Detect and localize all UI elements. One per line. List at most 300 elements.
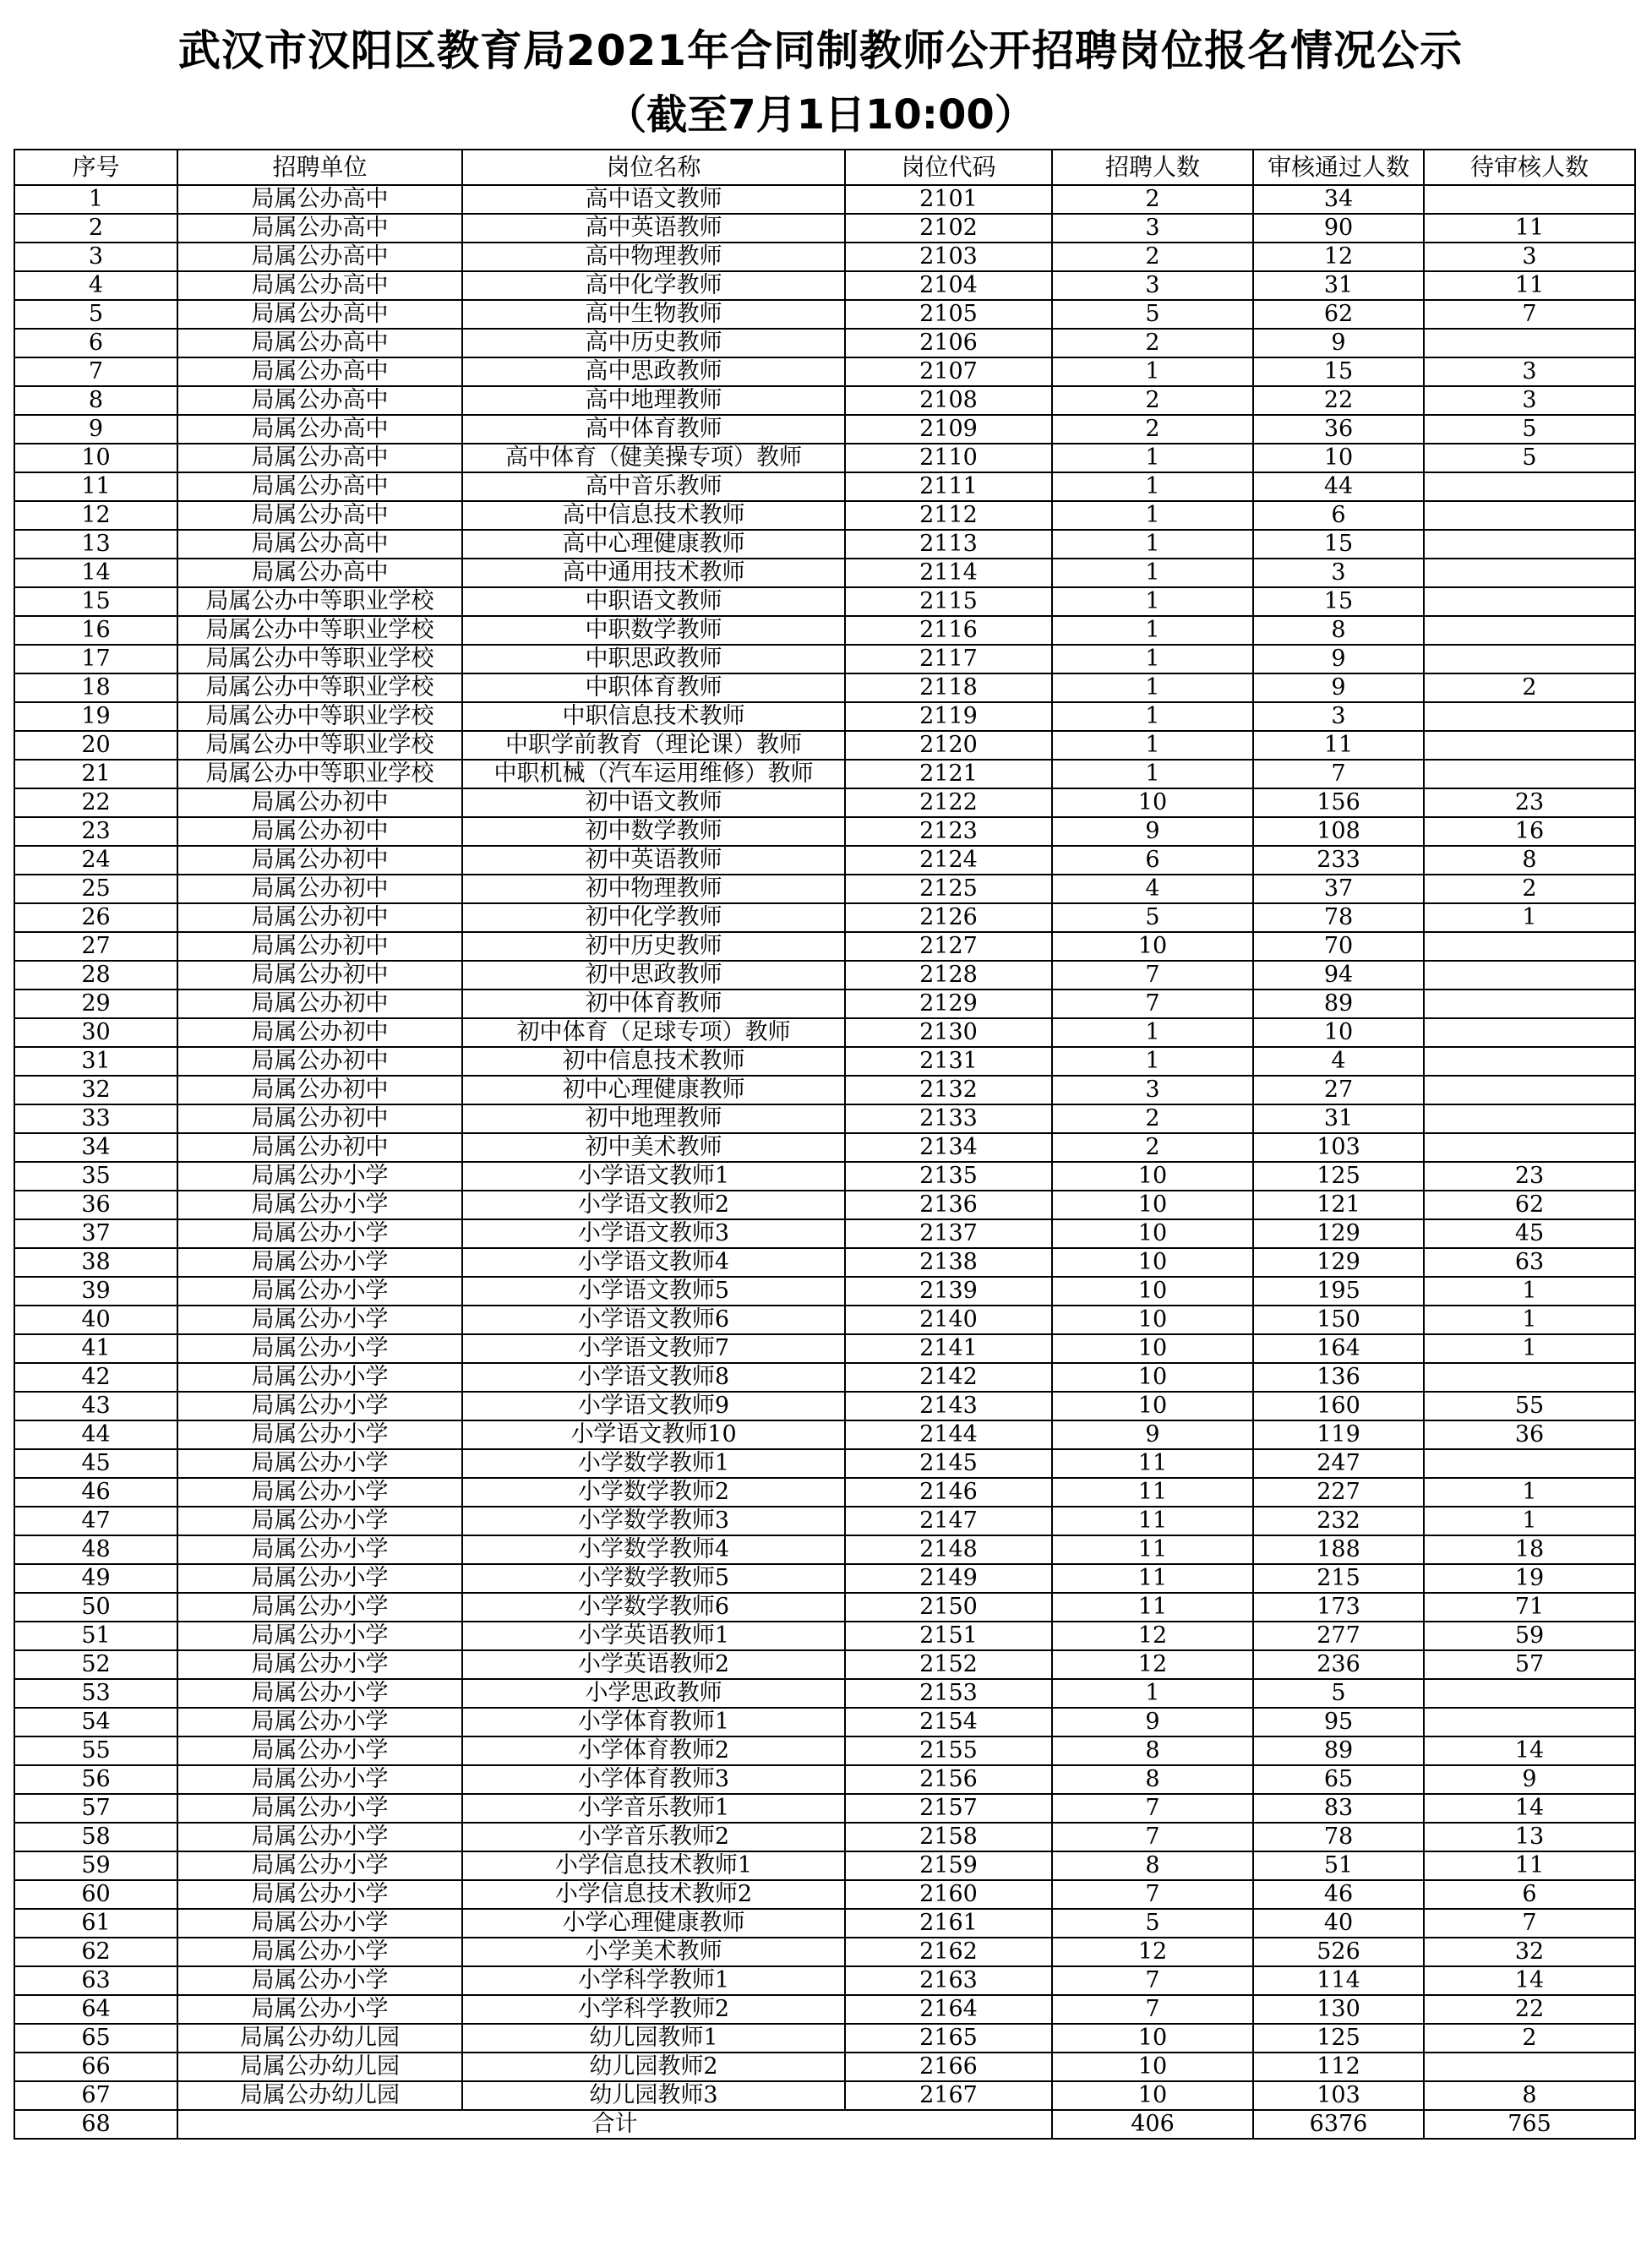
table-row xyxy=(14,243,1635,271)
table-row xyxy=(14,1650,1635,1679)
cell-code: 2129 xyxy=(845,990,1052,1018)
cell-pend: 71 xyxy=(1424,1593,1635,1622)
cell-seq: 31 xyxy=(14,1047,177,1076)
cell-post: 中职思政教师 xyxy=(462,645,845,673)
cell-post: 小学语文教师4 xyxy=(462,1248,845,1277)
cell-pass: 90 xyxy=(1253,214,1424,243)
cell-pend: 11 xyxy=(1424,1851,1635,1880)
cell-pass: 112 xyxy=(1253,2053,1424,2081)
cell-hire: 11 xyxy=(1052,1507,1253,1535)
cell-code: 2157 xyxy=(845,1794,1052,1823)
cell-unit: 局属公办高中 xyxy=(177,300,462,329)
cell-pend: 1 xyxy=(1424,1306,1635,1334)
cell-post: 中职体育教师 xyxy=(462,673,845,702)
cell-code: 2165 xyxy=(845,2024,1052,2053)
cell-unit: 局属公办高中 xyxy=(177,501,462,530)
cell-unit: 局属公办中等职业学校 xyxy=(177,587,462,616)
cell-hire: 1 xyxy=(1052,530,1253,559)
cell-pass: 62 xyxy=(1253,300,1424,329)
cell-pend: 5 xyxy=(1424,444,1635,472)
registration-table xyxy=(14,149,1636,2140)
cell-post: 高中思政教师 xyxy=(462,357,845,386)
cell-post: 小学信息技术教师2 xyxy=(462,1880,845,1909)
cell-seq: 42 xyxy=(14,1363,177,1392)
cell-unit: 局属公办高中 xyxy=(177,415,462,444)
cell-code: 2118 xyxy=(845,673,1052,702)
cell-code: 2150 xyxy=(845,1593,1052,1622)
cell-unit: 局属公办小学 xyxy=(177,1334,462,1363)
cell-hire: 5 xyxy=(1052,1909,1253,1938)
cell-seq: 58 xyxy=(14,1823,177,1851)
header-post: 岗位名称 xyxy=(462,150,845,185)
cell-code: 2147 xyxy=(845,1507,1052,1535)
cell-post: 中职信息技术教师 xyxy=(462,702,845,731)
cell-post: 中职机械（汽车运用维修）教师 xyxy=(462,760,845,788)
cell-post: 高中语文教师 xyxy=(462,185,845,214)
cell-seq: 13 xyxy=(14,530,177,559)
cell-post: 初中心理健康教师 xyxy=(462,1076,845,1104)
cell-pass: 526 xyxy=(1253,1938,1424,1966)
cell-unit: 局属公办中等职业学校 xyxy=(177,645,462,673)
cell-pass: 10 xyxy=(1253,444,1424,472)
cell-code: 2120 xyxy=(845,731,1052,760)
table-row xyxy=(14,817,1635,846)
cell-seq: 35 xyxy=(14,1162,177,1191)
table-row xyxy=(14,1564,1635,1593)
cell-unit: 局属公办小学 xyxy=(177,1966,462,1995)
cell-hire: 10 xyxy=(1052,1363,1253,1392)
header-code: 岗位代码 xyxy=(845,150,1052,185)
cell-hire: 1 xyxy=(1052,444,1253,472)
cell-pass: 89 xyxy=(1253,1736,1424,1765)
cell-code: 2167 xyxy=(845,2081,1052,2110)
total-hire: 406 xyxy=(1052,2110,1253,2139)
cell-unit: 局属公办小学 xyxy=(177,1219,462,1248)
cell-unit: 局属公办高中 xyxy=(177,444,462,472)
cell-pass: 89 xyxy=(1253,990,1424,1018)
cell-pass: 44 xyxy=(1253,472,1424,501)
cell-code: 2101 xyxy=(845,185,1052,214)
cell-unit: 局属公办高中 xyxy=(177,185,462,214)
cell-hire: 2 xyxy=(1052,1133,1253,1162)
cell-post: 高中生物教师 xyxy=(462,300,845,329)
cell-unit: 局属公办初中 xyxy=(177,903,462,932)
cell-pend: 3 xyxy=(1424,357,1635,386)
cell-code: 2127 xyxy=(845,932,1052,961)
cell-pass: 7 xyxy=(1253,760,1424,788)
cell-code: 2134 xyxy=(845,1133,1052,1162)
cell-unit: 局属公办小学 xyxy=(177,1478,462,1507)
cell-pass: 9 xyxy=(1253,645,1424,673)
cell-hire: 10 xyxy=(1052,1219,1253,1248)
cell-code: 2155 xyxy=(845,1736,1052,1765)
table-row xyxy=(14,2053,1635,2081)
cell-code: 2109 xyxy=(845,415,1052,444)
cell-pass: 27 xyxy=(1253,1076,1424,1104)
cell-pass: 36 xyxy=(1253,415,1424,444)
cell-seq: 11 xyxy=(14,472,177,501)
cell-seq: 21 xyxy=(14,760,177,788)
table-row xyxy=(14,1794,1635,1823)
cell-seq: 40 xyxy=(14,1306,177,1334)
cell-pass: 150 xyxy=(1253,1306,1424,1334)
header-pass: 审核通过人数 xyxy=(1253,150,1424,185)
cell-post: 小学语文教师3 xyxy=(462,1219,845,1248)
table-row xyxy=(14,1679,1635,1708)
cell-unit: 局属公办高中 xyxy=(177,530,462,559)
cell-post: 高中心理健康教师 xyxy=(462,530,845,559)
cell-pend xyxy=(1424,1363,1635,1392)
cell-seq: 60 xyxy=(14,1880,177,1909)
cell-pass: 78 xyxy=(1253,903,1424,932)
cell-pend xyxy=(1424,185,1635,214)
cell-post: 小学体育教师1 xyxy=(462,1708,845,1736)
cell-unit: 局属公办小学 xyxy=(177,1363,462,1392)
cell-seq: 46 xyxy=(14,1478,177,1507)
cell-seq: 47 xyxy=(14,1507,177,1535)
cell-seq: 4 xyxy=(14,271,177,300)
cell-code: 2139 xyxy=(845,1277,1052,1306)
cell-hire: 7 xyxy=(1052,990,1253,1018)
cell-hire: 11 xyxy=(1052,1478,1253,1507)
cell-seq: 39 xyxy=(14,1277,177,1306)
cell-hire: 1 xyxy=(1052,760,1253,788)
table-row xyxy=(14,1708,1635,1736)
cell-pass: 129 xyxy=(1253,1219,1424,1248)
cell-code: 2108 xyxy=(845,386,1052,415)
cell-post: 小学体育教师3 xyxy=(462,1765,845,1794)
cell-unit: 局属公办小学 xyxy=(177,1248,462,1277)
cell-pend: 9 xyxy=(1424,1765,1635,1794)
cell-seq: 33 xyxy=(14,1104,177,1133)
cell-pend xyxy=(1424,1449,1635,1478)
cell-seq: 32 xyxy=(14,1076,177,1104)
table-row xyxy=(14,415,1635,444)
cell-pass: 125 xyxy=(1253,1162,1424,1191)
cell-pend: 16 xyxy=(1424,817,1635,846)
cell-pass: 51 xyxy=(1253,1851,1424,1880)
cell-pend: 11 xyxy=(1424,214,1635,243)
cell-hire: 2 xyxy=(1052,329,1253,357)
cell-hire: 3 xyxy=(1052,271,1253,300)
cell-pass: 130 xyxy=(1253,1995,1424,2024)
cell-seq: 55 xyxy=(14,1736,177,1765)
cell-seq: 36 xyxy=(14,1191,177,1219)
cell-hire: 7 xyxy=(1052,1966,1253,1995)
cell-unit: 局属公办小学 xyxy=(177,1306,462,1334)
cell-pend: 2 xyxy=(1424,673,1635,702)
cell-pass: 9 xyxy=(1253,329,1424,357)
table-row xyxy=(14,961,1635,990)
cell-seq: 10 xyxy=(14,444,177,472)
cell-pend xyxy=(1424,1047,1635,1076)
cell-seq: 15 xyxy=(14,587,177,616)
cell-seq: 61 xyxy=(14,1909,177,1938)
cell-pend: 59 xyxy=(1424,1622,1635,1650)
cell-hire: 10 xyxy=(1052,2081,1253,2110)
table-row xyxy=(14,1363,1635,1392)
cell-seq: 19 xyxy=(14,702,177,731)
cell-pass: 5 xyxy=(1253,1679,1424,1708)
table-row xyxy=(14,788,1635,817)
table-row xyxy=(14,1823,1635,1851)
table-row xyxy=(14,2081,1635,2110)
cell-seq: 27 xyxy=(14,932,177,961)
cell-hire: 9 xyxy=(1052,1420,1253,1449)
cell-seq: 64 xyxy=(14,1995,177,2024)
cell-unit: 局属公办小学 xyxy=(177,1794,462,1823)
cell-unit: 局属公办小学 xyxy=(177,1392,462,1420)
cell-post: 小学英语教师2 xyxy=(462,1650,845,1679)
cell-unit: 局属公办初中 xyxy=(177,1076,462,1104)
cell-unit: 局属公办小学 xyxy=(177,1909,462,1938)
cell-pass: 65 xyxy=(1253,1765,1424,1794)
cell-hire: 7 xyxy=(1052,961,1253,990)
cell-unit: 局属公办小学 xyxy=(177,1708,462,1736)
cell-hire: 10 xyxy=(1052,1248,1253,1277)
cell-pend: 7 xyxy=(1424,1909,1635,1938)
cell-code: 2125 xyxy=(845,875,1052,903)
cell-hire: 1 xyxy=(1052,472,1253,501)
cell-seq: 37 xyxy=(14,1219,177,1248)
table-row xyxy=(14,386,1635,415)
cell-pass: 156 xyxy=(1253,788,1424,817)
cell-pend: 22 xyxy=(1424,1995,1635,2024)
cell-code: 2128 xyxy=(845,961,1052,990)
cell-pend xyxy=(1424,702,1635,731)
cell-seq: 67 xyxy=(14,2081,177,2110)
cell-post: 小学心理健康教师 xyxy=(462,1909,845,1938)
cell-hire: 9 xyxy=(1052,817,1253,846)
cell-pass: 70 xyxy=(1253,932,1424,961)
cell-pass: 236 xyxy=(1253,1650,1424,1679)
cell-code: 2121 xyxy=(845,760,1052,788)
header-seq: 序号 xyxy=(14,150,177,185)
cell-code: 2102 xyxy=(845,214,1052,243)
cell-hire: 10 xyxy=(1052,1277,1253,1306)
cell-pass: 233 xyxy=(1253,846,1424,875)
table-body xyxy=(14,185,1635,2110)
total-pass: 6376 xyxy=(1253,2110,1424,2139)
cell-pend: 13 xyxy=(1424,1823,1635,1851)
cell-hire: 11 xyxy=(1052,1535,1253,1564)
cell-seq: 65 xyxy=(14,2024,177,2053)
table-row xyxy=(14,1593,1635,1622)
cell-post: 中职学前教育（理论课）教师 xyxy=(462,731,845,760)
table-row xyxy=(14,530,1635,559)
cell-pass: 40 xyxy=(1253,1909,1424,1938)
cell-hire: 2 xyxy=(1052,185,1253,214)
cell-hire: 1 xyxy=(1052,559,1253,587)
cell-hire: 10 xyxy=(1052,1191,1253,1219)
cell-code: 2141 xyxy=(845,1334,1052,1363)
cell-code: 2148 xyxy=(845,1535,1052,1564)
cell-hire: 7 xyxy=(1052,1880,1253,1909)
cell-post: 高中体育（健美操专项）教师 xyxy=(462,444,845,472)
cell-pend xyxy=(1424,645,1635,673)
cell-post: 小学语文教师2 xyxy=(462,1191,845,1219)
cell-pass: 114 xyxy=(1253,1966,1424,1995)
cell-code: 2163 xyxy=(845,1966,1052,1995)
cell-seq: 28 xyxy=(14,961,177,990)
cell-post: 小学信息技术教师1 xyxy=(462,1851,845,1880)
cell-unit: 局属公办小学 xyxy=(177,1162,462,1191)
table-row xyxy=(14,1334,1635,1363)
cell-code: 2138 xyxy=(845,1248,1052,1277)
cell-pass: 10 xyxy=(1253,1018,1424,1047)
cell-seq: 34 xyxy=(14,1133,177,1162)
cell-hire: 1 xyxy=(1052,616,1253,645)
total-pend: 765 xyxy=(1424,2110,1635,2139)
cell-pend xyxy=(1424,961,1635,990)
cell-pass: 108 xyxy=(1253,817,1424,846)
cell-hire: 1 xyxy=(1052,1679,1253,1708)
title-block xyxy=(0,24,1641,142)
cell-hire: 1 xyxy=(1052,501,1253,530)
cell-pend: 14 xyxy=(1424,1736,1635,1765)
cell-unit: 局属公办中等职业学校 xyxy=(177,760,462,788)
cell-unit: 局属公办中等职业学校 xyxy=(177,702,462,731)
table-row xyxy=(14,501,1635,530)
table-row xyxy=(14,472,1635,501)
cell-code: 2123 xyxy=(845,817,1052,846)
cell-seq: 53 xyxy=(14,1679,177,1708)
cell-code: 2153 xyxy=(845,1679,1052,1708)
cell-post: 中职数学教师 xyxy=(462,616,845,645)
cell-post: 小学语文教师8 xyxy=(462,1363,845,1392)
cell-unit: 局属公办初中 xyxy=(177,1047,462,1076)
cell-code: 2135 xyxy=(845,1162,1052,1191)
cell-hire: 3 xyxy=(1052,1076,1253,1104)
cell-post: 初中地理教师 xyxy=(462,1104,845,1133)
cell-code: 2115 xyxy=(845,587,1052,616)
cell-post: 初中数学教师 xyxy=(462,817,845,846)
cell-code: 2107 xyxy=(845,357,1052,386)
cell-code: 2149 xyxy=(845,1564,1052,1593)
cell-code: 2162 xyxy=(845,1938,1052,1966)
cell-pass: 232 xyxy=(1253,1507,1424,1535)
cell-code: 2106 xyxy=(845,329,1052,357)
cell-pend xyxy=(1424,1018,1635,1047)
cell-pend: 1 xyxy=(1424,1478,1635,1507)
cell-seq: 7 xyxy=(14,357,177,386)
cell-seq: 8 xyxy=(14,386,177,415)
cell-seq: 1 xyxy=(14,185,177,214)
cell-hire: 2 xyxy=(1052,243,1253,271)
cell-seq: 17 xyxy=(14,645,177,673)
table-row xyxy=(14,1162,1635,1191)
cell-pass: 6 xyxy=(1253,501,1424,530)
total-seq: 68 xyxy=(14,2110,177,2139)
table-row xyxy=(14,1535,1635,1564)
cell-post: 幼儿园教师3 xyxy=(462,2081,845,2110)
cell-hire: 10 xyxy=(1052,2053,1253,2081)
cell-post: 小学数学教师2 xyxy=(462,1478,845,1507)
cell-post: 小学语文教师5 xyxy=(462,1277,845,1306)
cell-unit: 局属公办小学 xyxy=(177,1507,462,1535)
cell-pass: 31 xyxy=(1253,1104,1424,1133)
cell-unit: 局属公办高中 xyxy=(177,386,462,415)
cell-seq: 23 xyxy=(14,817,177,846)
cell-unit: 局属公办初中 xyxy=(177,846,462,875)
cell-pend: 1 xyxy=(1424,1334,1635,1363)
cell-seq: 5 xyxy=(14,300,177,329)
cell-unit: 局属公办中等职业学校 xyxy=(177,673,462,702)
table-row xyxy=(14,1995,1635,2024)
cell-unit: 局属公办小学 xyxy=(177,1823,462,1851)
total-label: 合计 xyxy=(177,2110,1052,2139)
cell-post: 高中物理教师 xyxy=(462,243,845,271)
table-row xyxy=(14,1018,1635,1047)
cell-post: 初中信息技术教师 xyxy=(462,1047,845,1076)
cell-pass: 15 xyxy=(1253,587,1424,616)
cell-unit: 局属公办高中 xyxy=(177,357,462,386)
cell-hire: 10 xyxy=(1052,1334,1253,1363)
cell-pend xyxy=(1424,1076,1635,1104)
table-row xyxy=(14,932,1635,961)
cell-unit: 局属公办初中 xyxy=(177,961,462,990)
cell-pend: 2 xyxy=(1424,875,1635,903)
cell-pend xyxy=(1424,932,1635,961)
cell-pass: 78 xyxy=(1253,1823,1424,1851)
table-row xyxy=(14,1306,1635,1334)
cell-hire: 10 xyxy=(1052,2024,1253,2053)
cell-code: 2158 xyxy=(845,1823,1052,1851)
cell-pend: 7 xyxy=(1424,300,1635,329)
table-row xyxy=(14,1736,1635,1765)
cell-pass: 12 xyxy=(1253,243,1424,271)
cell-unit: 局属公办小学 xyxy=(177,1535,462,1564)
table-row xyxy=(14,702,1635,731)
cell-pend: 62 xyxy=(1424,1191,1635,1219)
cell-seq: 24 xyxy=(14,846,177,875)
cell-code: 2130 xyxy=(845,1018,1052,1047)
cell-code: 2160 xyxy=(845,1880,1052,1909)
cell-pass: 3 xyxy=(1253,702,1424,731)
cell-pass: 11 xyxy=(1253,731,1424,760)
table-row xyxy=(14,1880,1635,1909)
cell-post: 小学英语教师1 xyxy=(462,1622,845,1650)
cell-code: 2112 xyxy=(845,501,1052,530)
cell-hire: 10 xyxy=(1052,1162,1253,1191)
cell-pass: 34 xyxy=(1253,185,1424,214)
cell-code: 2156 xyxy=(845,1765,1052,1794)
table-row xyxy=(14,2024,1635,2053)
cell-pend xyxy=(1424,587,1635,616)
cell-seq: 63 xyxy=(14,1966,177,1995)
cell-post: 初中历史教师 xyxy=(462,932,845,961)
cell-pass: 136 xyxy=(1253,1363,1424,1392)
cell-code: 2126 xyxy=(845,903,1052,932)
cell-post: 小学语文教师10 xyxy=(462,1420,845,1449)
cell-post: 小学科学教师2 xyxy=(462,1995,845,2024)
cell-pend: 11 xyxy=(1424,271,1635,300)
cell-seq: 29 xyxy=(14,990,177,1018)
cell-post: 初中美术教师 xyxy=(462,1133,845,1162)
cell-post: 高中化学教师 xyxy=(462,271,845,300)
table-row xyxy=(14,1248,1635,1277)
cell-pass: 46 xyxy=(1253,1880,1424,1909)
cell-unit: 局属公办高中 xyxy=(177,559,462,587)
cell-seq: 49 xyxy=(14,1564,177,1593)
cell-unit: 局属公办高中 xyxy=(177,472,462,501)
cell-unit: 局属公办幼儿园 xyxy=(177,2081,462,2110)
table-row xyxy=(14,444,1635,472)
cell-code: 2143 xyxy=(845,1392,1052,1420)
cell-pass: 164 xyxy=(1253,1334,1424,1363)
cell-pass: 125 xyxy=(1253,2024,1424,2053)
cell-pass: 277 xyxy=(1253,1622,1424,1650)
